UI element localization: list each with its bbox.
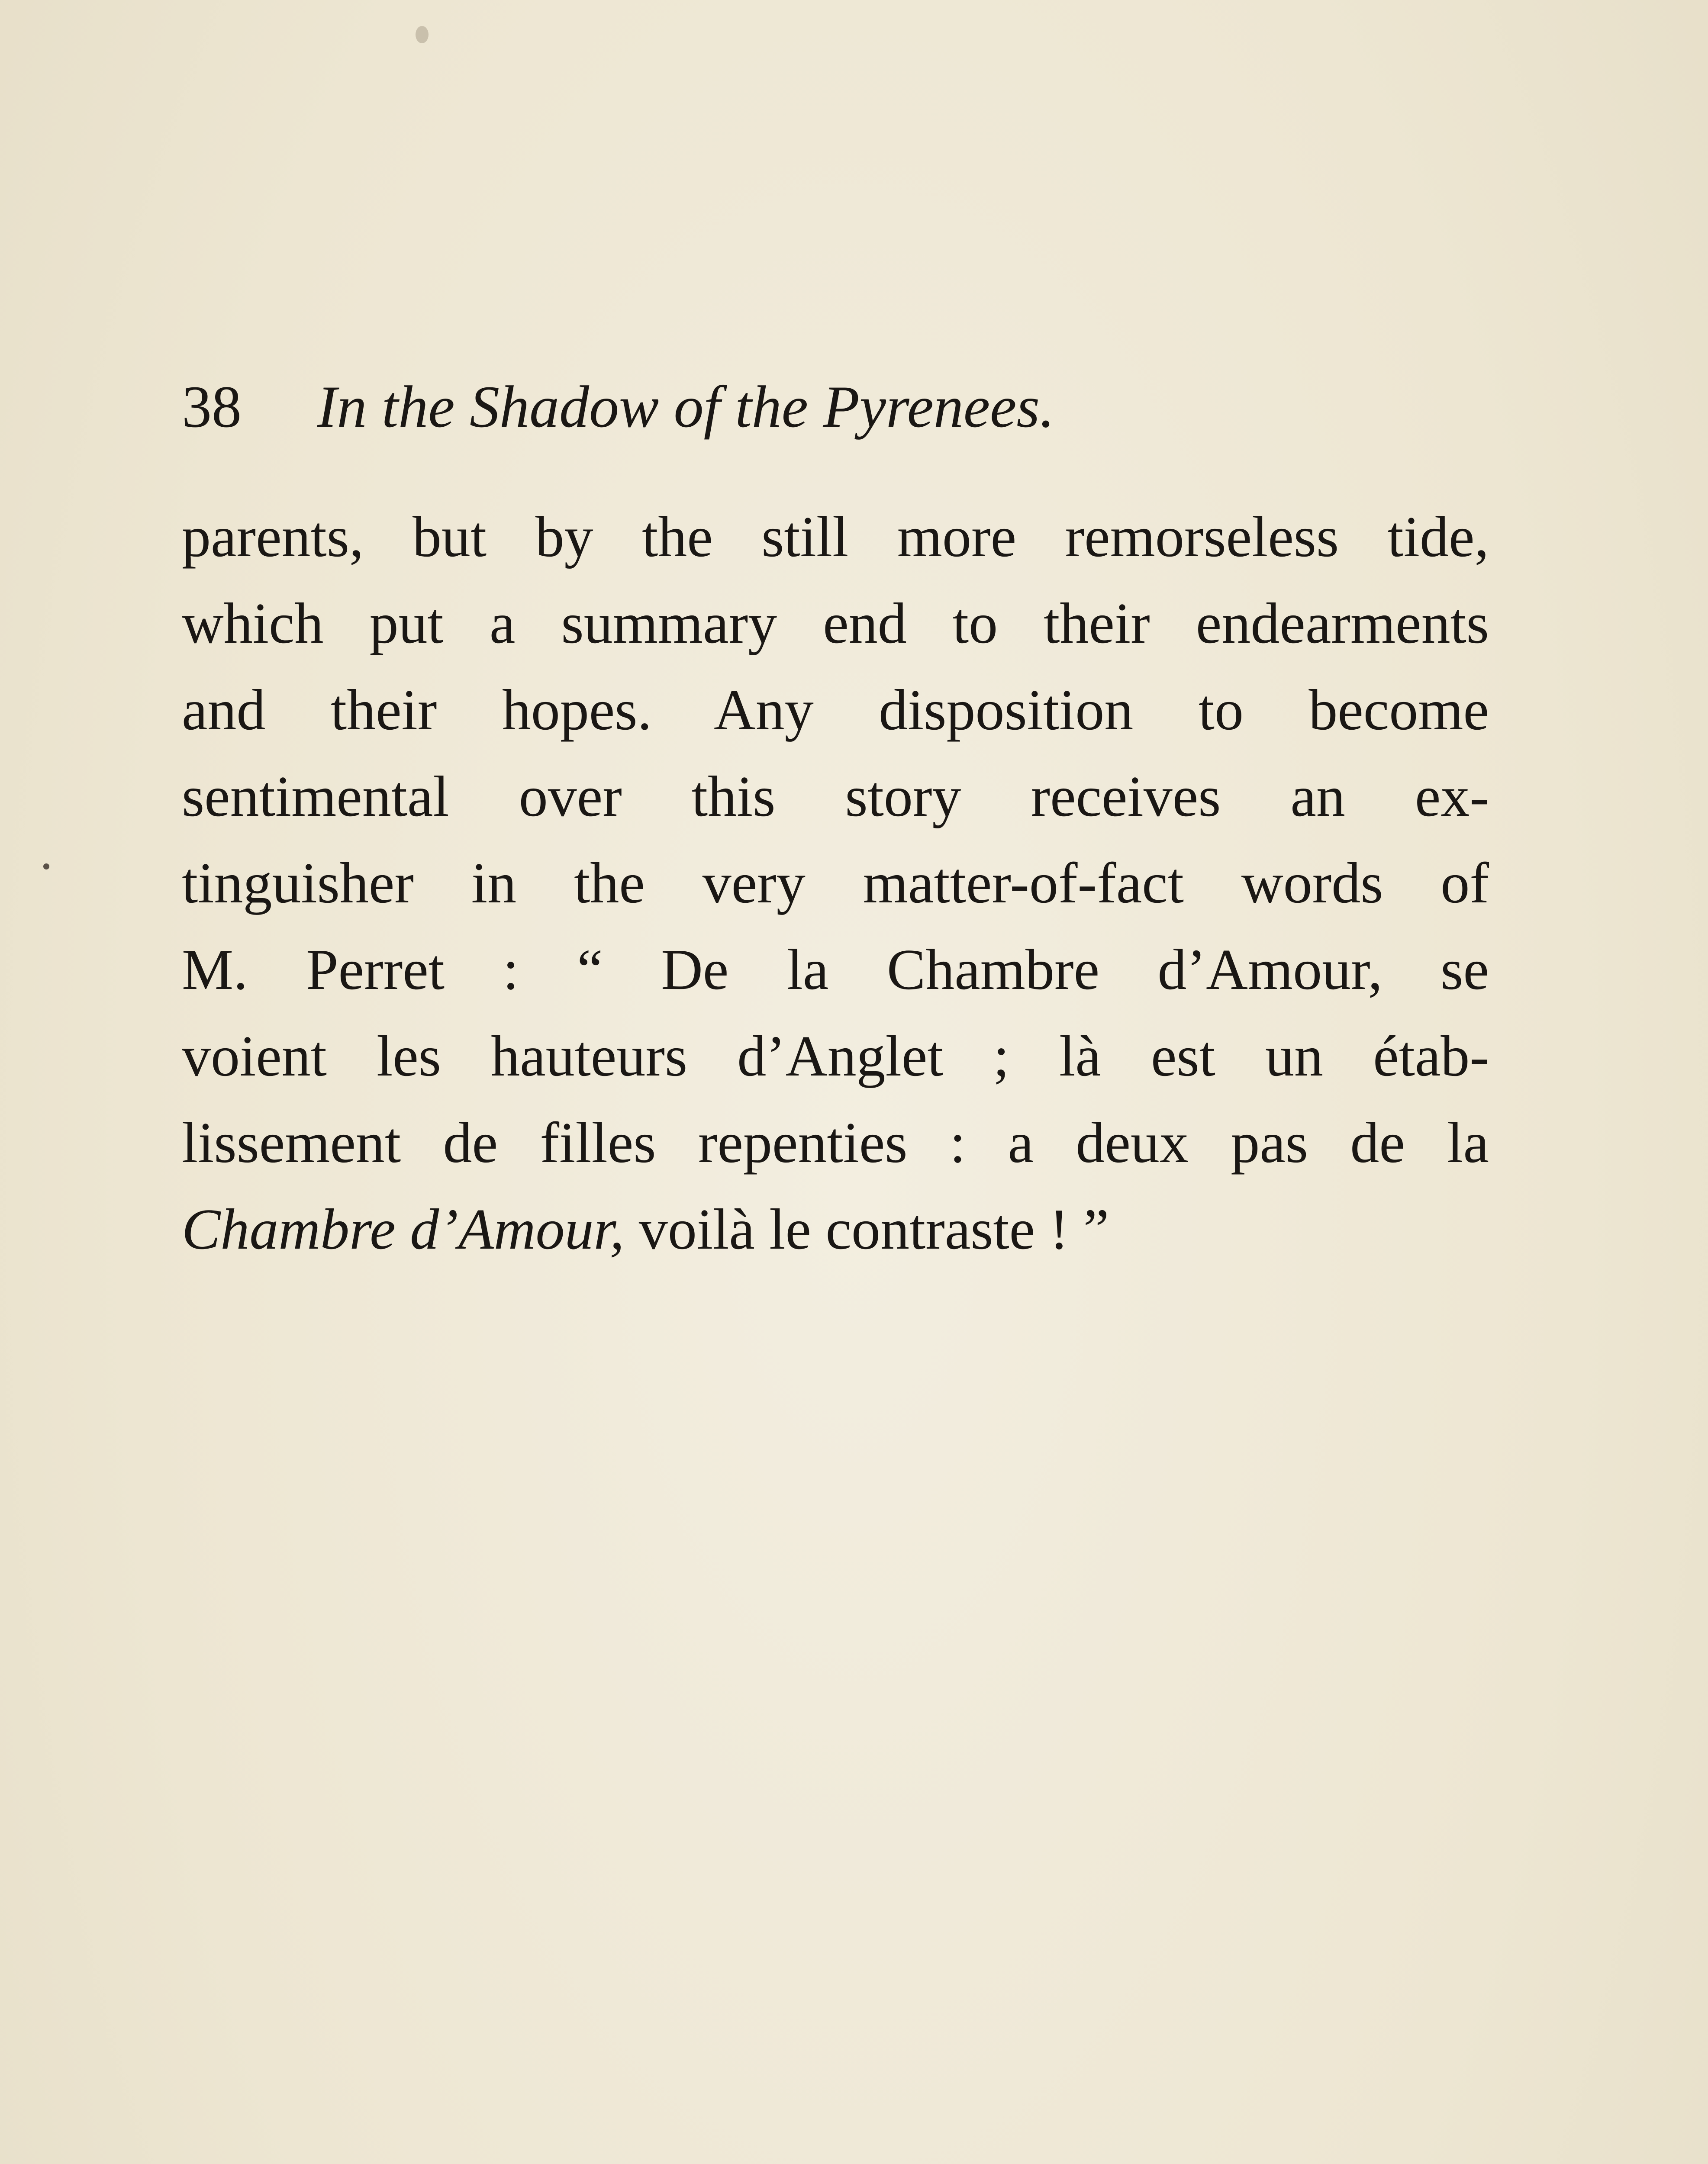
text-line-final	[182, 1186, 1489, 1272]
body-paragraph	[182, 493, 1489, 1272]
text-line: tinguisher in the very matter-of-fact words of	[182, 851, 1489, 915]
text-line: M. Perret : “ De la Chambre d’Amour, se	[182, 937, 1489, 1001]
page-number: 38	[182, 374, 242, 440]
text-line: and their hopes. Any disposition to become	[182, 678, 1489, 742]
italic-phrase: Chambre d’Amour,	[182, 1197, 625, 1261]
text-line: lissement de filles repenties : a deux pas de la	[182, 1111, 1489, 1175]
text-line: which put a summary end to their endearments	[182, 591, 1489, 655]
text-line: sentimental over this story receives an ex-	[182, 764, 1489, 828]
final-line-rest: voilà le contraste ! ”	[624, 1197, 1109, 1261]
running-title: In the Shadow of the Pyrenees.	[317, 374, 1055, 440]
page-header	[182, 364, 1502, 450]
text-line: parents, but by the still more remorseless tide,	[182, 505, 1489, 569]
text-line: voient les hauteurs d’Anglet ; là est un étab-	[182, 1024, 1489, 1088]
